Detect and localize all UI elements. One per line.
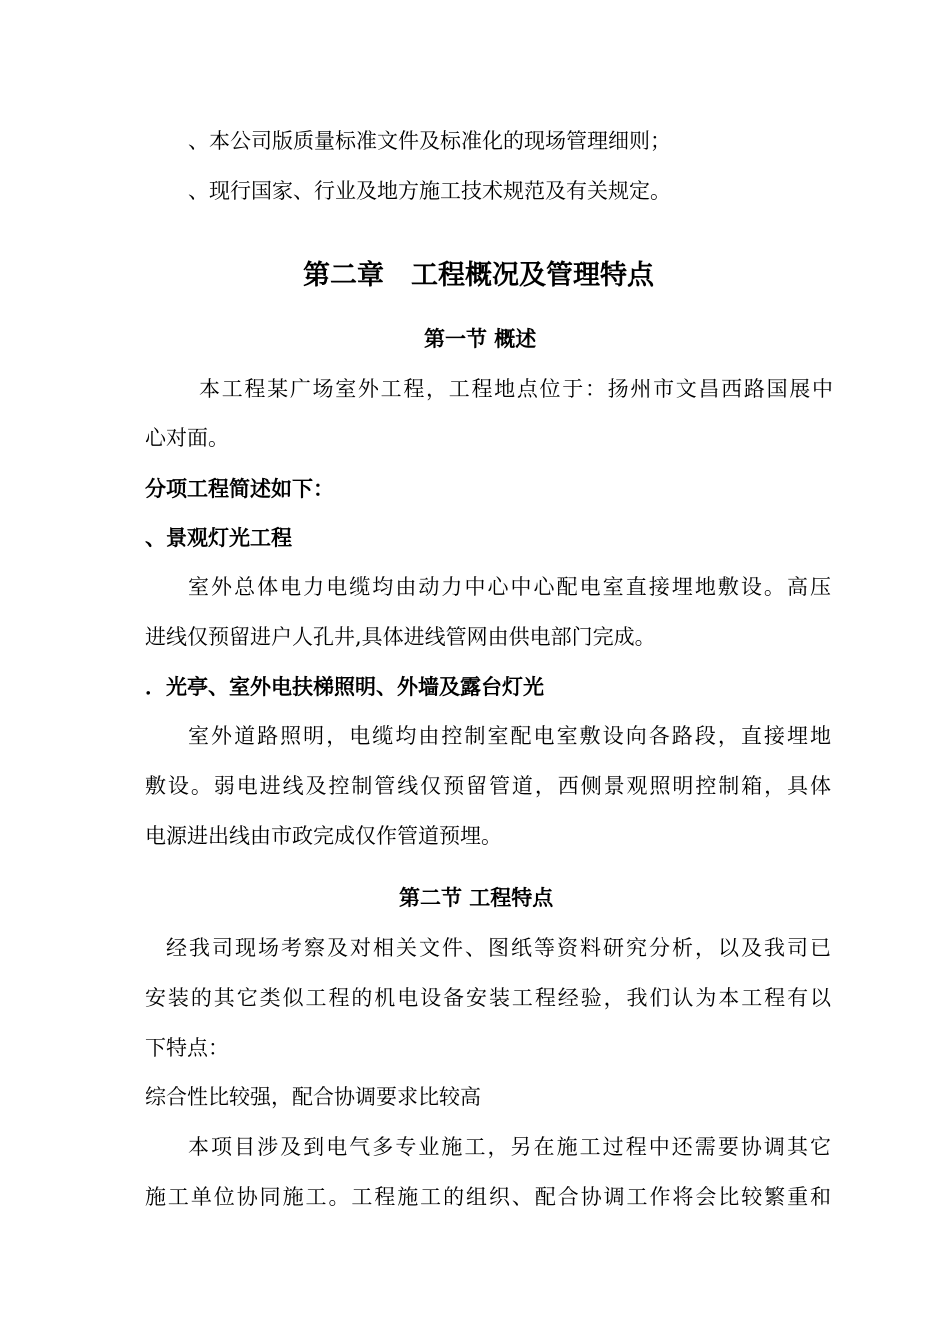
item-1-line-1: 室外总体电力电缆均由动力中心中心配电室直接埋地敷设。高压 [188,575,831,599]
reference-item-1: 、本公司版质量标准文件及标准化的现场管理细则； [188,129,671,153]
item-2-line-3: 电源进出线由市政完成仅作管道预埋。 [145,824,502,848]
section-1-intro-line-1: 本工程某广场室外工程，工程地点位于：扬州市文昌西路国展中 [199,377,833,401]
item-2-line-2: 敷设。弱电进线及控制管线仅预留管道，西侧景观照明控制箱，具体 [145,774,831,798]
reference-item-2: 、现行国家、行业及地方施工技术规范及有关规定。 [188,179,671,203]
point-1-line-2: 施工单位协同施工。工程施工的组织、配合协调工作将会比较繁重和 [145,1185,831,1209]
point-1-title: 综合性比较强，配合协调要求比较高 [145,1085,481,1109]
item-2-title: ．光亭、室外电扶梯照明、外墙及露台灯光 [145,675,544,699]
chapter-title: 第二章 工程概况及管理特点 [303,260,654,291]
item-2-line-1: 室外道路照明，电缆均由控制室配电室敷设向各路段，直接埋地 [188,724,831,748]
section-2-intro-line-1: 经我司现场考察及对相关文件、图纸等资料研究分析，以及我司已 [166,936,831,960]
section-2-title: 第二节 工程特点 [399,886,554,910]
section-2-intro-line-3: 下特点： [145,1036,229,1060]
section-1-title: 第一节 概述 [424,327,537,351]
item-1-line-2: 进线仅预留进户人孔井,具体进线管网由供电部门完成。 [145,625,656,649]
subsection-heading: 分项工程简述如下： [145,477,334,501]
section-2-intro-line-2: 安装的其它类似工程的机电设备安装工程经验，我们认为本工程有以 [145,986,831,1010]
section-1-intro-line-2: 心对面。 [145,426,229,450]
item-1-title: 、景观灯光工程 [145,526,292,550]
point-1-line-1: 本项目涉及到电气多专业施工，另在施工过程中还需要协调其它 [188,1135,831,1159]
